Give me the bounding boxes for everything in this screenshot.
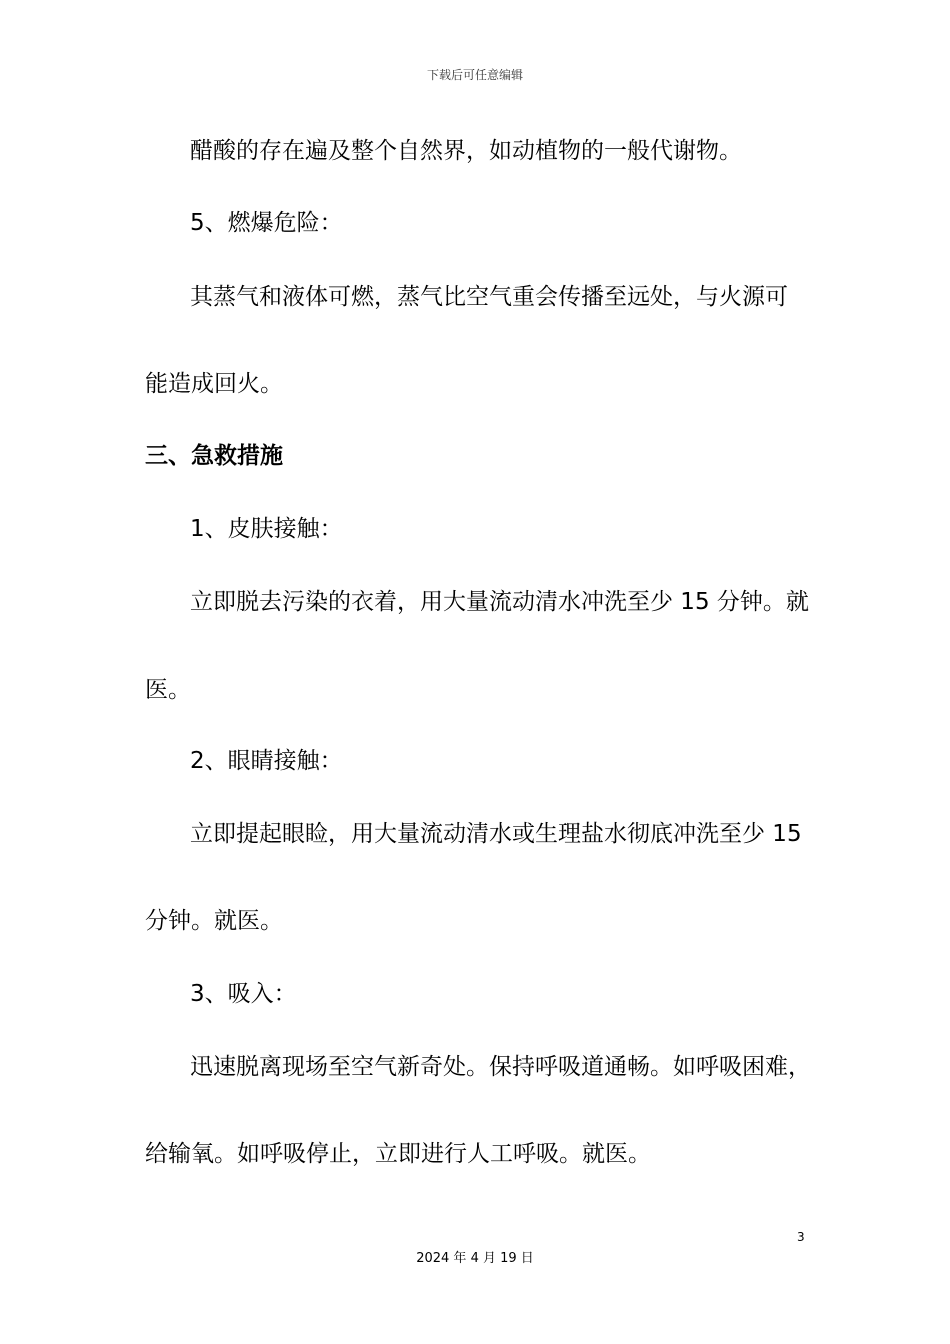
- paragraph-line: 医。: [145, 677, 191, 703]
- section-heading: 三、急救措施: [145, 443, 283, 469]
- subheading: 5、燃爆危险：: [190, 210, 343, 236]
- page-number: 3: [797, 1230, 805, 1244]
- paragraph-line: 醋酸的存在遍及整个自然界，如动植物的一般代谢物。: [190, 138, 742, 164]
- paragraph-line: 立即提起眼睑，用大量流动清水或生理盐水彻底冲洗至少 15: [190, 821, 802, 847]
- paragraph-line: 立即脱去污染的衣着，用大量流动清水冲洗至少 15 分钟。就: [190, 589, 809, 615]
- page-header: 下载后可任意编辑: [426, 68, 523, 82]
- subheading: 1、皮肤接触：: [190, 516, 343, 542]
- subheading: 2、眼睛接触：: [190, 748, 343, 774]
- paragraph-line: 分钟。就医。: [145, 908, 283, 934]
- paragraph-line: 能造成回火。: [145, 371, 283, 397]
- page-footer-date: 2024 年 4 月 19 日: [416, 1251, 534, 1266]
- subheading: 3、吸入：: [190, 981, 297, 1007]
- paragraph-line: 其蒸气和液体可燃，蒸气比空气重会传播至远处，与火源可: [190, 284, 788, 310]
- paragraph-line: 迅速脱离现场至空气新奇处。保持呼吸道通畅。如呼吸困难，: [190, 1054, 811, 1080]
- paragraph-line: 给输氧。如呼吸停止，立即进行人工呼吸。就医。: [145, 1141, 651, 1167]
